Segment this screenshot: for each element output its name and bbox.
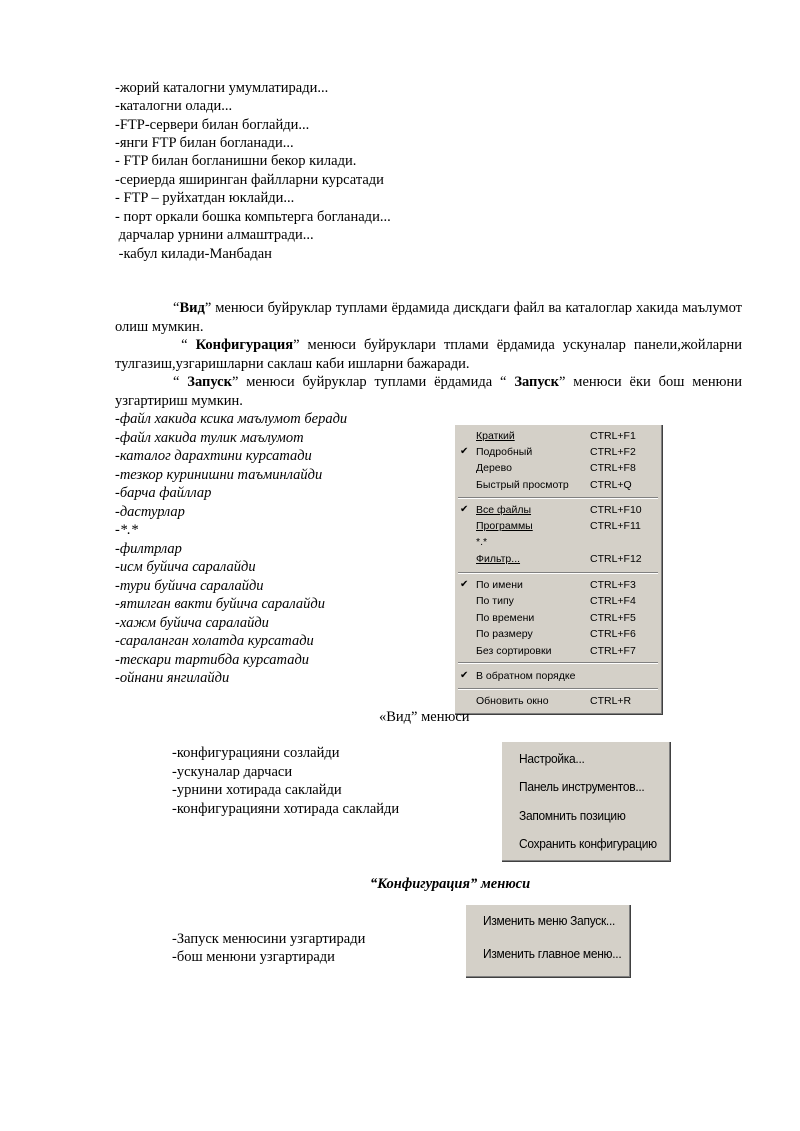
menu-item-label: Все файлы: [476, 504, 532, 516]
menu-item-v-obratnom-poryadke[interactable]: [454, 668, 662, 684]
menu-item-shortcut: CTRL+F11: [590, 520, 641, 532]
menu-item-shortcut: CTRL+F5: [590, 612, 636, 624]
list-item: -каталог дарахтини курсатади: [115, 448, 312, 464]
menu-item-label: По времени: [476, 612, 535, 624]
quote-open: “: [173, 300, 180, 316]
menu-item-label: Подробный: [476, 446, 533, 458]
paragraph-text: ” менюси буйруклари тплами ёрдамида ускуналар панели,жойларни тулгазиш,узгаришларни саклаш каби ишларни бажаради.: [115, 337, 746, 372]
list-item: -тескари тартибда курсатади: [115, 652, 310, 668]
list-item: -ойнани янгилайди: [115, 670, 230, 686]
menu-item-label: Фильтр...: [476, 553, 521, 565]
list-item: -бош менюни узгартиради: [172, 949, 335, 965]
list-item: -тезкор куринишни таъминлайди: [115, 467, 323, 483]
menu-item-filtr[interactable]: [454, 551, 662, 567]
menu-item-label: По типу: [476, 595, 514, 607]
konf-menu-caption: “Конфигурация” менюси: [370, 876, 531, 892]
menu-item-shortcut: CTRL+F3: [590, 579, 636, 591]
quote-open: “: [173, 374, 188, 390]
menu-item-shortcut: CTRL+F7: [590, 645, 636, 657]
list-item: -кабул килади-Манбадан: [115, 246, 272, 262]
menu-item-shortcut: CTRL+R: [590, 695, 632, 707]
menu-item-shortcut: CTRL+Q: [590, 479, 632, 491]
list-item: -FTP-сервери билан боглайди...: [115, 117, 310, 133]
menu-item-po-tipu[interactable]: [454, 593, 662, 609]
menu-item-po-imeni[interactable]: [454, 577, 662, 593]
list-item: -барча файллар: [115, 485, 212, 501]
menu-separator: [458, 572, 658, 574]
menu-item-zapomnit-poziciyu[interactable]: Запомнить позицию: [519, 808, 626, 823]
menu-item-label: *.*: [476, 536, 488, 548]
menu-item-izmenit-menyu-zapusk[interactable]: Изменить меню Запуск...: [483, 913, 616, 928]
menu-item-nastroyka[interactable]: Настройка...: [519, 751, 585, 766]
list-item: дарчалар урнини алмаштради...: [115, 227, 314, 243]
list-item: - порт оркали бошка компьтерга богланади...: [115, 209, 391, 225]
menu-item-kratkiy[interactable]: [454, 428, 662, 444]
menu-item-shortcut: CTRL+F4: [590, 595, 636, 607]
menu-item-programmy[interactable]: [454, 518, 662, 534]
menu-separator: [458, 662, 658, 664]
menu-separator: [458, 497, 658, 499]
menu-item-po-razmeru[interactable]: [454, 626, 662, 642]
menu-item-izmenit-glavnoe-menyu[interactable]: Изменить главное меню...: [483, 946, 622, 961]
check-icon: ✔: [460, 504, 469, 515]
menu-item-label: Обновить окно: [476, 695, 549, 707]
list-item: -тури буйича саралайди: [115, 578, 264, 594]
list-item: -урнини хотирада саклайди: [172, 782, 342, 798]
menu-item-bez-sortirovki[interactable]: [454, 643, 662, 659]
menu-item-label: Без сортировки: [476, 645, 552, 657]
menu-item-shortcut: CTRL+F10: [590, 504, 642, 516]
menu-item-sohranit-konfiguraciyu[interactable]: Сохранить конфигурацию: [519, 836, 657, 851]
menu-item-derevo[interactable]: [454, 460, 662, 476]
menu-item-shortcut: CTRL+F1: [590, 430, 636, 442]
term-vid: Вид: [179, 300, 205, 316]
list-item: -Запуск менюсини узгартиради: [172, 931, 366, 947]
term-zapusk: Запуск: [514, 374, 559, 390]
menu-item-label: Краткий: [476, 430, 515, 442]
list-item: -филтрлар: [115, 541, 182, 557]
menu-item-vse-fayly[interactable]: [454, 502, 662, 518]
list-item: -хажм буйича саралайди: [115, 615, 269, 631]
list-item: - FTP – руйхатдан юклайди...: [115, 190, 295, 206]
menu-item-label: Быстрый просмотр: [476, 479, 569, 491]
zapusk-menu-image: [465, 904, 630, 977]
menu-item-label: Программы: [476, 520, 533, 532]
list-item: -конфигурацияни созлайди: [172, 745, 340, 761]
menu-item-podrobnyy[interactable]: [454, 444, 662, 460]
term-konf: Конфигурация: [195, 337, 294, 353]
menu-item-label: В обратном порядке: [476, 670, 576, 682]
menu-item-label: Дерево: [476, 462, 512, 474]
list-item: -сериерда яширинган файлларни курсатади: [115, 172, 384, 188]
list-item: -файл хакида тулик маълумот: [115, 430, 304, 446]
menu-item-label: По размеру: [476, 628, 533, 640]
quote-open: “: [173, 337, 196, 353]
menu-item-panel-instrumentov[interactable]: Панель инструментов...: [519, 779, 645, 794]
menu-item-shortcut: CTRL+F2: [590, 446, 636, 458]
menu-item-label: По имени: [476, 579, 523, 591]
menu-item-shortcut: CTRL+F6: [590, 628, 636, 640]
list-item: -жорий каталогни умумлатиради...: [115, 80, 329, 96]
list-item: -сараланган холатда курсатади: [115, 633, 314, 649]
paragraph-text: ” менюси буйруклар туплами ёрдамида “: [231, 374, 515, 390]
konf-menu-image: [501, 741, 670, 861]
menu-item-bystryy-prosmotr[interactable]: [454, 477, 662, 493]
paragraph-vid: [115, 299, 742, 336]
menu-item-shortcut: CTRL+F12: [590, 553, 642, 565]
menu-item-obnovit-okno[interactable]: [454, 693, 662, 709]
paragraph-text: ” менюси буйруклар туплами ёрдамида дискдаги файл ва каталоглар хакида маълумот олиш мумкин.: [115, 300, 742, 335]
check-icon: ✔: [460, 670, 469, 681]
list-item: -ускуналар дарчаси: [172, 764, 293, 780]
check-icon: ✔: [460, 579, 469, 590]
menu-item-po-vremeni[interactable]: [454, 610, 662, 626]
list-item: -ятилган вакти буйича саралайди: [115, 596, 325, 612]
paragraph-text: ” менюси ёки бош менюни узгартириш мумкин.: [115, 374, 746, 409]
paragraph-konf: [115, 336, 746, 373]
term-zapusk: Запуск: [187, 374, 232, 390]
list-item: - FTP билан богланишни бекор килади.: [115, 153, 357, 169]
menu-item-shortcut: CTRL+F8: [590, 462, 636, 474]
menu-separator: [458, 688, 658, 690]
list-item: -дастурлар: [115, 504, 185, 520]
list-item: -конфигурацияни хотирада саклайди: [172, 801, 400, 817]
list-item: -исм буйича саралайди: [115, 559, 256, 575]
menu-item-all-files-mask[interactable]: [454, 534, 662, 550]
check-icon: ✔: [460, 446, 469, 457]
list-item: -файл хакида ксика маълумот беради: [115, 411, 348, 427]
list-item: -янги FTP билан богланади...: [115, 135, 294, 151]
paragraph-zapusk: [115, 373, 746, 410]
list-item: -каталогни олади...: [115, 98, 233, 114]
vid-menu-caption: «Вид” менюси: [379, 709, 470, 725]
list-item: -*.*: [115, 522, 138, 538]
vid-menu-image: [454, 424, 662, 714]
